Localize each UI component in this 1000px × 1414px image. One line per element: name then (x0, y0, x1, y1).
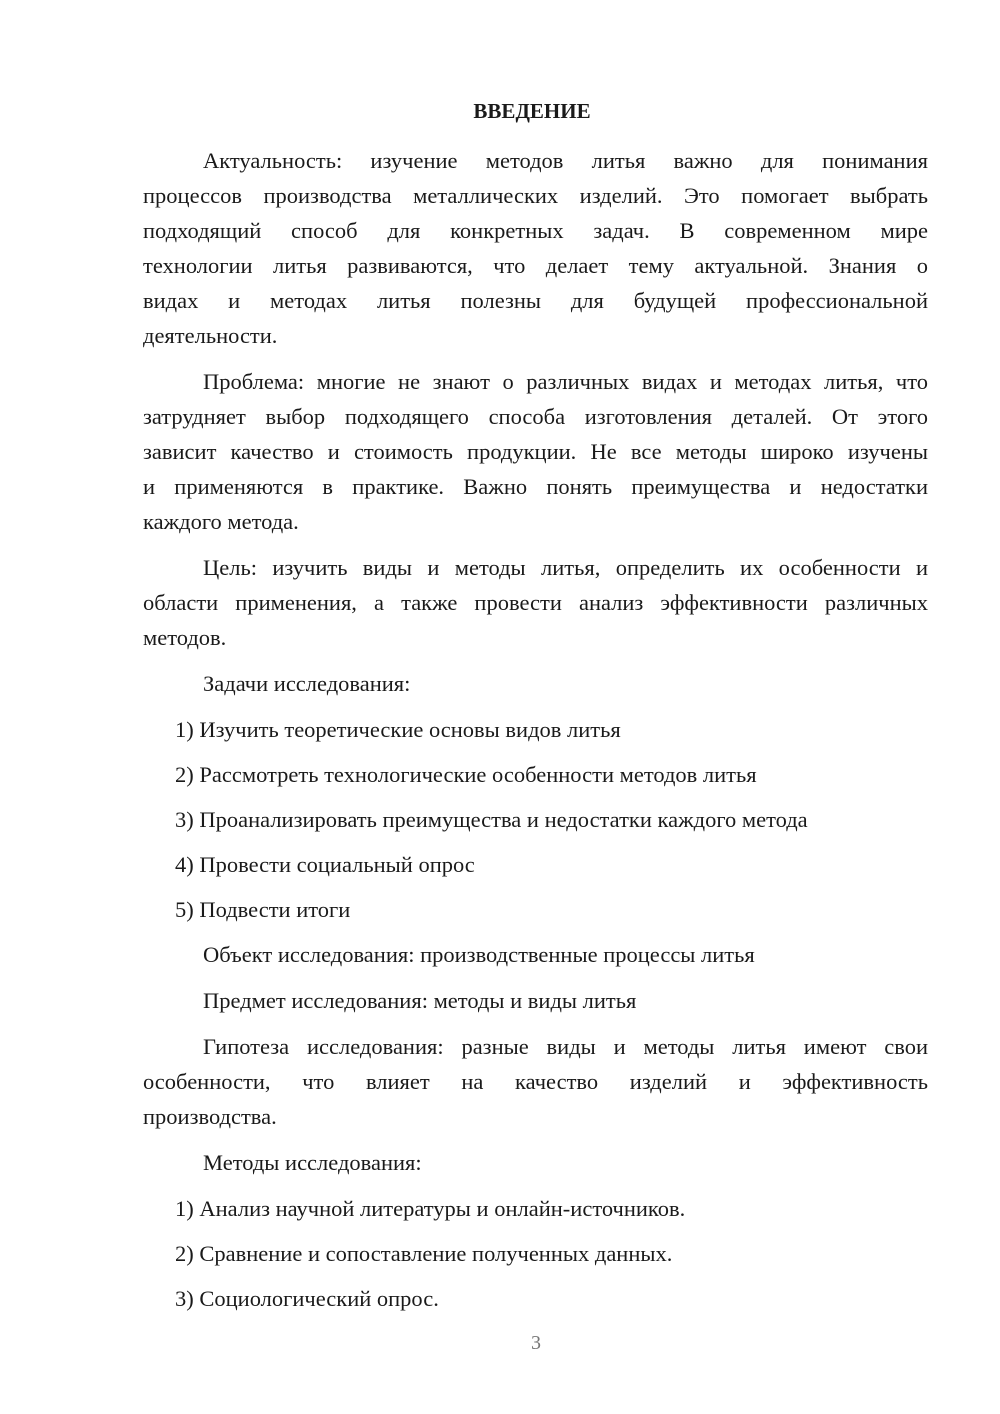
text-line: видах и методах литья полезны для будущей профессиональной (143, 288, 928, 313)
text-line: особенности, что влияет на качество изделий и эффективность (143, 1069, 928, 1094)
list-item: 1) Анализ научной литературы и онлайн-источников. (175, 1196, 686, 1221)
list-item: 2) Сравнение и сопоставление полученных данных. (175, 1241, 673, 1266)
paragraph (143, 550, 928, 655)
document-body (143, 143, 928, 1326)
text-line: подходящий способ для конкретных задач. В современном мире (143, 218, 928, 243)
text-line: технологии литья развиваются, что делает тему актуальной. Знания о (143, 253, 928, 278)
list-item: 3) Проанализировать преимущества и недостатки каждого метода (175, 807, 808, 832)
list-item: 3) Социологический опрос. (175, 1286, 439, 1311)
text-line: зависит качество и стоимость продукции. Не все методы широко изучены (143, 439, 928, 464)
section-title: ВВЕДЕНИЕ (473, 99, 591, 123)
paragraph-line: Задачи исследования: (203, 671, 411, 696)
list-item: 4) Провести социальный опрос (175, 852, 475, 877)
paragraph-line: Объект исследования: производственные процессы литья (203, 942, 755, 967)
text-line: Гипотеза исследования: разные виды и методы литья имеют свои (203, 1034, 928, 1059)
paragraph-line: Предмет исследования: методы и виды литья (203, 988, 637, 1013)
paragraph (143, 364, 928, 539)
paragraph-line: Методы исследования: (203, 1150, 422, 1175)
list-item: 5) Подвести итоги (175, 897, 351, 922)
text-line: области применения, а также провести анализ эффективности различных (143, 590, 928, 615)
text-line: Актуальность: изучение методов литья важно для понимания (203, 148, 928, 173)
text-line: Проблема: многие не знают о различных видах и методах литья, что (203, 369, 928, 394)
text-line: деятельности. (143, 323, 278, 348)
document-page (143, 94, 928, 1326)
text-line: методов. (143, 625, 227, 650)
list-item: 1) Изучить теоретические основы видов литья (175, 717, 621, 742)
text-line: процессов производства металлических изделий. Это помогает выбрать (143, 183, 928, 208)
page-number: 3 (531, 1332, 541, 1354)
paragraph (143, 1029, 928, 1134)
text-line: затрудняет выбор подходящего способа изготовления деталей. От этого (143, 404, 928, 429)
paragraph (143, 143, 928, 353)
text-line: каждого метода. (143, 509, 299, 534)
text-line: производства. (143, 1104, 277, 1129)
list-item: 2) Рассмотреть технологические особенности методов литья (175, 762, 757, 787)
text-line: Цель: изучить виды и методы литья, определить их особенности и (203, 555, 928, 580)
text-line: и применяются в практике. Важно понять преимущества и недостатки (143, 474, 928, 499)
